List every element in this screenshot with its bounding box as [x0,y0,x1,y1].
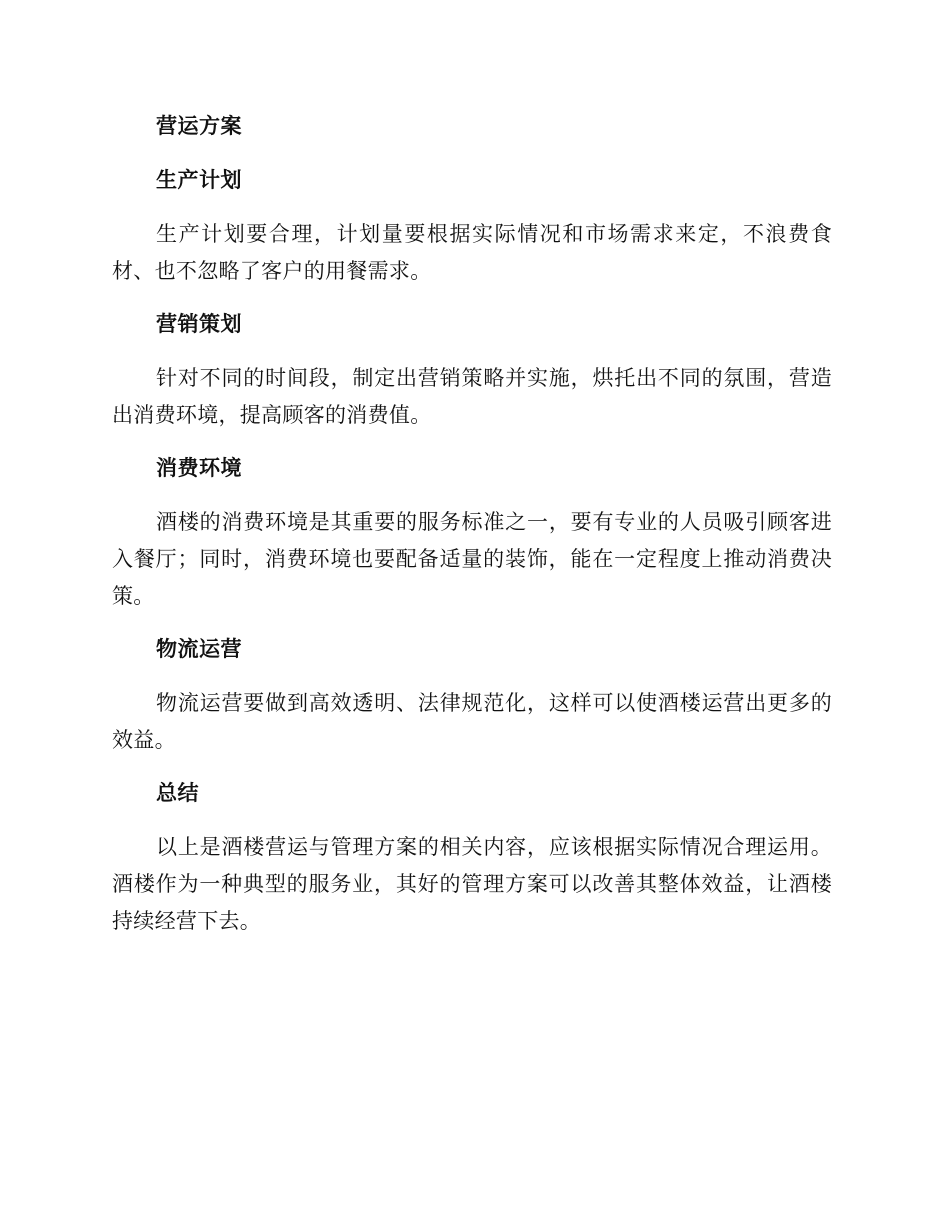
section-paragraph: 生产计划要合理，计划量要根据实际情况和市场需求来定，不浪费食材、也不忽略了客户的用餐需求。 [112,222,832,283]
section-summary [112,775,832,940]
section-paragraph: 物流运营要做到高效透明、法律规范化，这样可以使酒楼运营出更多的效益。 [112,691,832,752]
section-paragraph: 以上是酒楼营运与管理方案的相关内容，应该根据实际情况合理运用。酒楼作为一种典型的服务业，其好的管理方案可以改善其整体效益，让酒楼持续经营下去。 [112,835,832,933]
section-heading: 营销策划 [156,312,242,336]
section-heading: 生产计划 [156,168,242,192]
section-paragraph: 针对不同的时间段，制定出营销策略并实施，烘托出不同的氛围，营造出消费环境，提高顾客的消费值。 [112,366,832,427]
section-logistics-operation [112,631,832,759]
section-heading: 消费环境 [156,456,242,480]
section-production-plan [112,162,832,290]
section-marketing-plan [112,306,832,434]
section-paragraph: 酒楼的消费环境是其重要的服务标准之一，要有专业的人员吸引顾客进入餐厅；同时，消费环境也要配备适量的装饰，能在一定程度上推动消费决策。 [112,510,832,608]
document-content [112,108,832,956]
section-heading: 物流运营 [156,637,242,661]
section-consumption-environment [112,450,832,615]
section-heading: 总结 [156,781,199,805]
document-title: 营运方案 [156,114,242,138]
